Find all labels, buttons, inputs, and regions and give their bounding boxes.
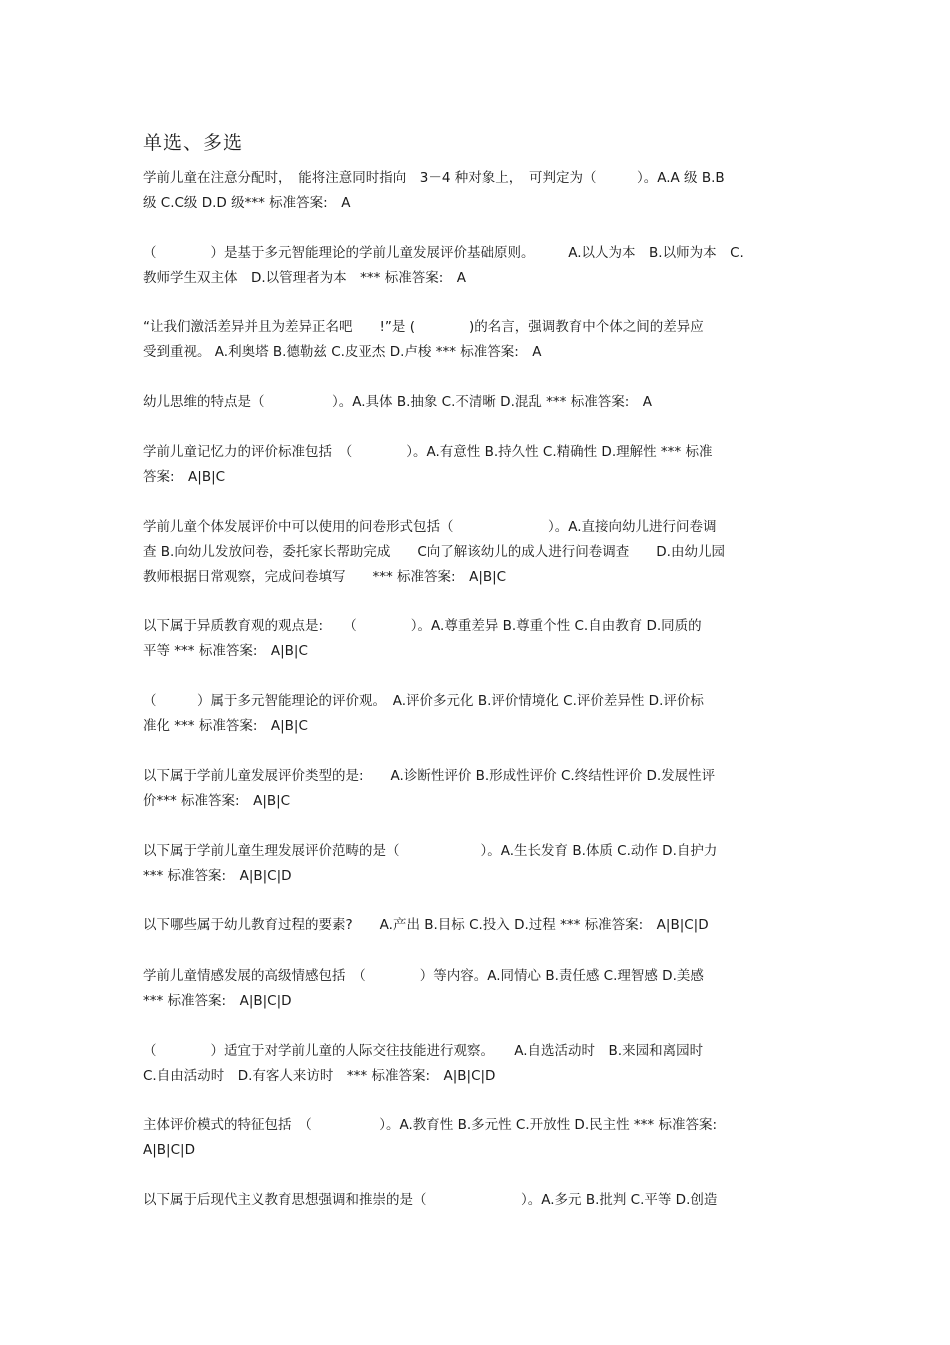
question-item: 以下属于后现代主义教育思想强调和推崇的是（ ）。A.多元 B.批判 C.平等 D.创造 bbox=[143, 1192, 718, 1208]
question-item: （ ）是基于多元智能理论的学前儿童发展评价基础原则。 A.以人为本 B.以师为本 C. 教师学生双主体 D.以管理者为本 *** 标准答案: A bbox=[143, 245, 744, 286]
question-item: 主体评价模式的特征包括 （ ）。A.教育性 B.多元性 C.开放性 D.民主性 *** 标准答案: A|B|C|D bbox=[143, 1117, 717, 1158]
question-item: （ ）属于多元智能理论的评价观。 A.评价多元化 B.评价情境化 C.评价差异性 D.评价标 准化 *** 标准答案: A|B|C bbox=[143, 693, 704, 734]
question-item: 学前儿童个体发展评价中可以使用的问卷形式包括（ ）。A.直接向幼儿进行问卷调 查 B.向幼儿发放问卷，委托家长帮助完成 C向了解该幼儿的成人进行问卷调查 D.由幼儿园 教师根据日常观察，完成问卷填写 *** 标准答案: A|B|C bbox=[143, 519, 725, 585]
question-item: 以下哪些属于幼儿教育过程的要素? A.产出 B.目标 C.投入 D.过程 *** 标准答案: A|B|C|D bbox=[143, 917, 709, 933]
question-item: “让我们激活差异并且为差异正名吧 !”是 ( )的名言，强调教育中个体之间的差异应 受到重视。 A.利奥塔 B.德勒兹 C.皮亚杰 D.卢梭 *** 标准答案: A bbox=[143, 319, 704, 360]
question-item: 幼儿思维的特点是（ ）。A.具体 B.抽象 C.不清晰 D.混乱 *** 标准答案: A bbox=[143, 394, 652, 410]
question-item: 学前儿童在注意分配时， 能将注意同时指向 3－4 种对象上， 可判定为（ ）。A.A 级 B.B 级 C.C级 D.D 级*** 标准答案: A bbox=[143, 170, 725, 211]
section-heading: 单选、多选 bbox=[143, 132, 244, 154]
question-item: 学前儿童情感发展的高级情感包括 （ ）等内容。A.同情心 B.责任感 C.理智感 D.美感 *** 标准答案: A|B|C|D bbox=[143, 968, 704, 1009]
question-item: 以下属于学前儿童生理发展评价范畴的是（ ）。A.生长发育 B.体质 C.动作 D.自护力 *** 标准答案: A|B|C|D bbox=[143, 843, 718, 884]
question-item: 以下属于学前儿童发展评价类型的是: A.诊断性评价 B.形成性评价 C.终结性评价 D.发展性评 价*** 标准答案: A|B|C bbox=[143, 768, 716, 809]
question-item: （ ）适宜于对学前儿童的人际交往技能进行观察。 A.自选活动时 B.来园和离园时 C.自由活动时 D.有客人来访时 *** 标准答案: A|B|C|D bbox=[143, 1043, 704, 1084]
question-item: 以下属于异质教育观的观点是: （ ）。A.尊重差异 B.尊重个性 C.自由教育 D.同质的 平等 *** 标准答案: A|B|C bbox=[143, 618, 702, 659]
question-item: 学前儿童记忆力的评价标准包括 （ ）。A.有意性 B.持久性 C.精确性 D.理解性 *** 标准 答案: A|B|C bbox=[143, 444, 713, 485]
